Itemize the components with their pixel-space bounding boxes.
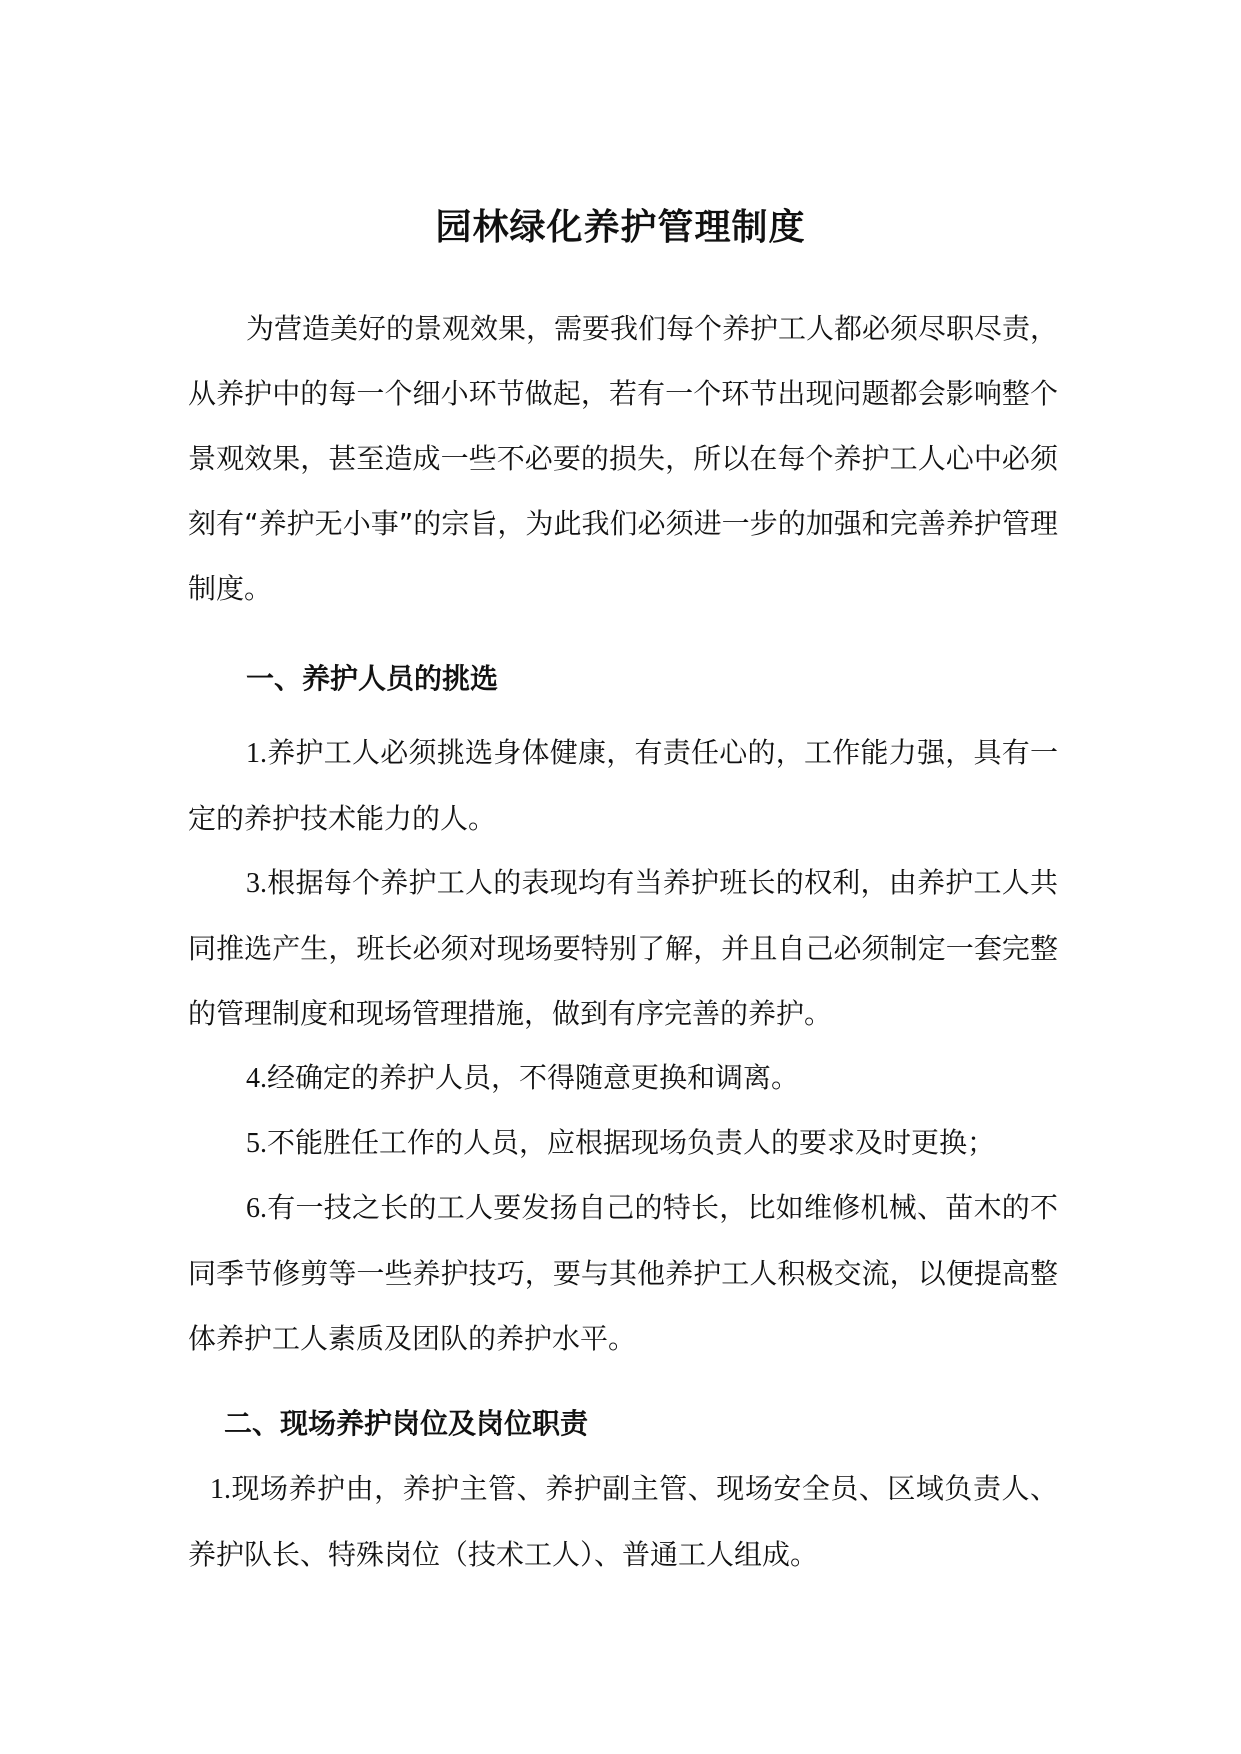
item-text: 现场养护由，养护主管、养护副主管、现场安全员、区域负责人、养护队长、特殊岗位（技术工人）、普通工人组成。 (188, 1472, 1058, 1571)
item-number: 3. (246, 868, 267, 899)
item-text: 不能胜任工作的人员，应根据现场负责人的要求及时更换； (267, 1126, 996, 1159)
item-number: 1. (246, 738, 267, 769)
item-number: 5. (246, 1128, 267, 1159)
section-1-heading: 一、养护人员的挑选 (246, 662, 499, 695)
section-1-item-5 (188, 1110, 1058, 1176)
item-number: 6. (246, 1193, 267, 1224)
section-2-heading: 二、现场养护岗位及岗位职责 (224, 1407, 589, 1440)
item-text: 有一技之长的工人要发扬自己的特长，比如维修机械、苗木的不同季节修剪等一些养护技巧，要与其他养护工人积极交流，以便提高整体养护工人素质及团队的养护水平。 (188, 1191, 1058, 1355)
section-1-item-6 (188, 1175, 1058, 1371)
item-number: 4. (246, 1063, 267, 1094)
item-text: 养护工人必须挑选身体健康，有责任心的，工作能力强，具有一定的养护技术能力的人。 (188, 736, 1058, 835)
document-title: 园林绿化养护管理制度 (435, 207, 806, 248)
item-number: 1. (210, 1474, 231, 1505)
item-text: 根据每个养护工人的表现均有当养护班长的权利，由养护工人共同推选产生，班长必须对现场要特别了解，并且自己必须制定一套完整的管理制度和现场管理措施，做到有序完善的养护。 (188, 866, 1058, 1030)
section-2-item-1 (188, 1456, 1058, 1587)
section-1-item-4 (188, 1045, 1058, 1111)
section-1-item-3 (188, 850, 1058, 1046)
section-1-item-1 (188, 720, 1058, 851)
intro-paragraph: 为营造美好的景观效果，需要我们每个养护工人都必须尽职尽责，从养护中的每一个细小环节做起，若有一个环节出现问题都会影响整个景观效果，甚至造成一些不必要的损失，所以在每个养护工人心中必须刻有“养护无小事”的宗旨，为此我们必须进一步的加强和完善养护管理制度。 (188, 312, 1059, 605)
item-text: 经确定的养护人员，不得随意更换和调离。 (267, 1061, 800, 1094)
